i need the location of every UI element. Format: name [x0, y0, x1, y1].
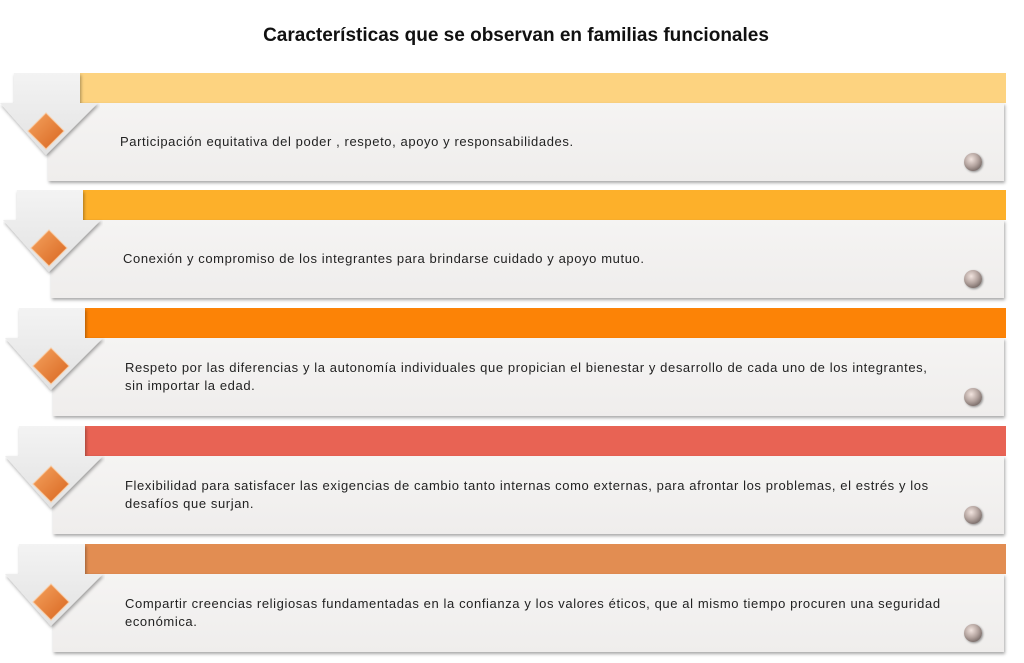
knob-icon — [964, 624, 982, 642]
feature-text: Compartir creencias religiosas fundamentadas en la confianza y los valores éticos, que al mismo tiempo procuren una seguridad económica. — [125, 596, 941, 629]
feature-text: Conexión y compromiso de los integrantes para brindarse cuidado y apoyo mutuo. — [123, 251, 645, 266]
color-bar — [85, 308, 1006, 338]
feature-row — [0, 308, 1024, 420]
color-bar — [80, 73, 1006, 103]
chevron-arrow-icon — [0, 73, 100, 185]
page-title: Características que se observan en familias funcionales — [263, 25, 769, 46]
knob-icon — [964, 388, 982, 406]
feature-row — [0, 544, 1024, 656]
feature-row — [0, 426, 1024, 538]
chevron-arrow-icon — [5, 308, 105, 420]
knob-icon — [964, 270, 982, 288]
color-bar — [83, 190, 1006, 220]
chevron-arrow-icon — [5, 426, 105, 538]
chevron-arrow-icon — [5, 544, 105, 656]
feature-text: Participación equitativa del poder , respeto, apoyo y responsabilidades. — [120, 134, 574, 149]
color-bar — [85, 544, 1006, 574]
color-bar — [85, 426, 1006, 456]
feature-row — [0, 73, 1024, 185]
feature-row — [0, 190, 1024, 302]
feature-card — [53, 574, 1004, 652]
feature-card — [53, 338, 1004, 416]
feature-card — [53, 456, 1004, 534]
feature-text: Respeto por las diferencias y la autonomía individuales que propician el bienestar y desarrollo de cada uno de los integrantes, sin importar la edad. — [125, 360, 928, 393]
knob-icon — [964, 153, 982, 171]
feature-card — [48, 103, 1004, 181]
feature-card — [51, 220, 1004, 298]
chevron-arrow-icon — [3, 190, 103, 302]
feature-text: Flexibilidad para satisfacer las exigencias de cambio tanto internas como externas, para afrontar los problemas, el estrés y los desafíos que surjan. — [125, 478, 929, 511]
knob-icon — [964, 506, 982, 524]
